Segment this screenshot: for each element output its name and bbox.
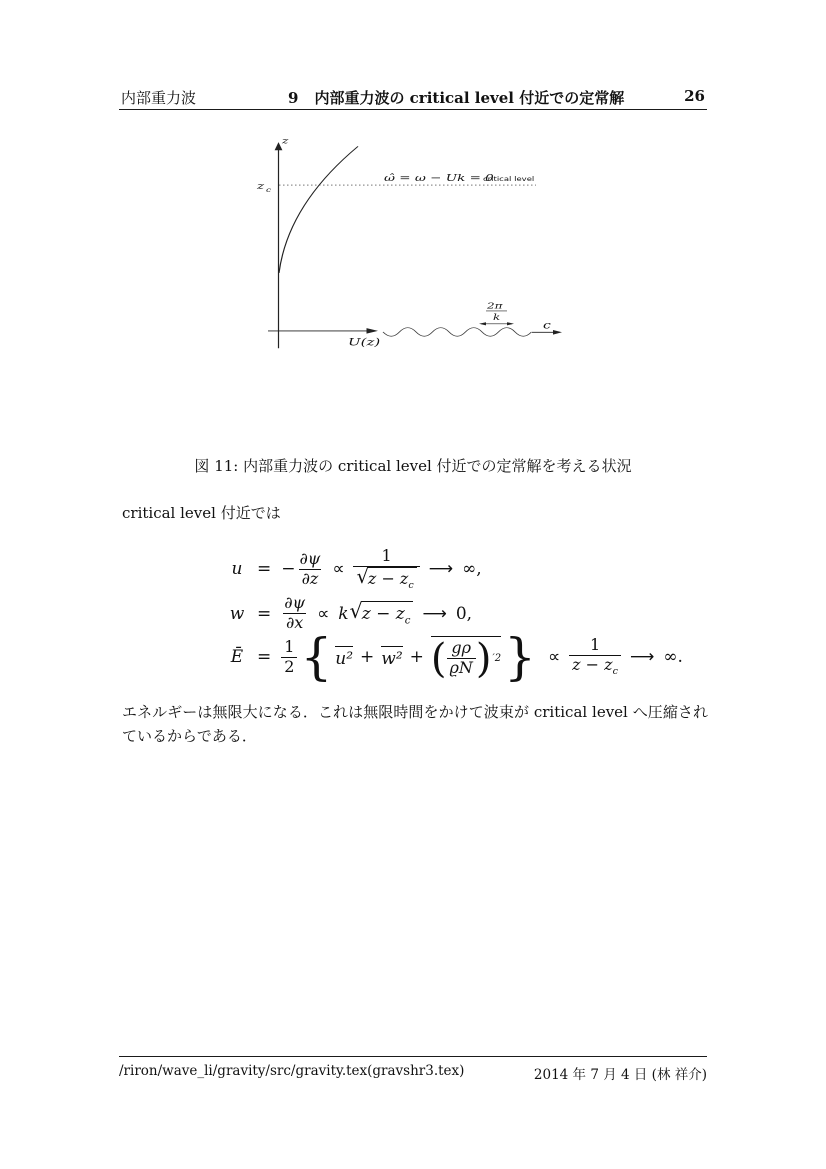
zc-label-subscript: c — [266, 186, 272, 194]
fraction-numerator: 1 — [381, 546, 392, 565]
eq-u-lhs: u — [231, 559, 243, 580]
limit-value: ∞, — [462, 559, 482, 580]
equals-sign: = — [257, 559, 272, 580]
buoyancy-fraction — [447, 639, 476, 678]
section-heading — [288, 87, 624, 108]
figure-caption: 図 11: 内部重力波の critical level 付近での定常解を考える状況 — [194, 457, 632, 475]
one-half-fraction — [281, 638, 297, 677]
fraction-numerator: 1 — [589, 635, 601, 655]
figure-critical-level — [240, 130, 580, 450]
section-number: 9 — [288, 89, 299, 107]
fraction-denominator: 2 — [281, 657, 297, 677]
z-axis-label: z — [282, 136, 289, 146]
wind-profile-curve — [279, 146, 358, 273]
limit-arrow: ⟶ — [422, 603, 447, 624]
wavelength-arrowhead-right-icon — [507, 322, 514, 325]
propto-sign: ∝ — [332, 559, 345, 580]
fraction-numerator: ∂ψ — [284, 593, 306, 613]
fraction-denominator — [569, 655, 621, 678]
page-header — [119, 87, 707, 107]
mean-w-squared: w² — [381, 646, 402, 669]
fraction-numerator: ∂ψ — [299, 548, 321, 568]
equals-sign: = — [257, 647, 272, 667]
phase-speed-arrowhead-icon — [553, 330, 562, 335]
plus-sign: + — [409, 647, 424, 667]
source-file-path: /riron/wave_li/gravity/src/gravity.tex(gravshr3.tex) — [119, 1063, 465, 1079]
fraction-denominator: ∂x — [283, 613, 306, 633]
fraction-denominator — [353, 566, 419, 592]
body-paragraph: エネルギーは無限大になる．これは無限時間をかけて波束が critical level へ圧縮されているからである． — [122, 703, 708, 746]
radicand — [361, 601, 414, 626]
eq-energy-lhs: Ē — [230, 647, 244, 667]
header-rule — [119, 109, 707, 110]
denominator-main: z − z — [572, 655, 613, 675]
equals-sign: = — [257, 603, 272, 624]
zc-label: z — [257, 180, 265, 192]
page-footer — [119, 1063, 707, 1083]
propto-sign: ∝ — [547, 647, 561, 667]
footer-rule — [119, 1056, 707, 1057]
wavelength-numerator: 2π — [487, 301, 503, 311]
derivative-fraction — [297, 550, 324, 589]
plus-sign: + — [360, 647, 375, 667]
equation-u — [227, 547, 683, 591]
critical-level-text-label: critical level — [483, 175, 535, 183]
intro-text: critical level 付近では — [122, 504, 281, 522]
u-axis-label: U(z) — [348, 336, 381, 349]
prime-squared-superscript: ′2 — [492, 653, 502, 664]
sqrt-term — [350, 601, 414, 626]
critical-level-equation: ω̂ = ω − Uk = 0 — [384, 172, 494, 184]
mean-buoyancy-term: ( $\frac{g\rho}{ϱN}$ ) ′2 — [430, 635, 502, 682]
radical-sign: √ — [349, 599, 363, 624]
radicand-main: z − z — [361, 604, 405, 625]
wavelength-denominator: k — [493, 312, 501, 323]
running-head: 内部重力波 — [121, 89, 197, 107]
fraction-numerator: 1 — [284, 636, 295, 656]
fraction-denominator: ϱN — [447, 658, 476, 678]
equation-w — [227, 594, 683, 633]
radicand-main: z − z — [367, 568, 409, 588]
proportional-fraction — [569, 636, 621, 677]
page-number: 26 — [684, 87, 705, 105]
limit-value: 0, — [455, 603, 473, 624]
radicand-subscript: c — [408, 580, 414, 592]
proportional-fraction — [353, 547, 419, 591]
wave-train — [383, 328, 532, 337]
limit-value: ∞. — [663, 647, 683, 667]
phase-speed-label: c — [543, 319, 551, 331]
eq-w-lhs: w — [229, 603, 245, 624]
fraction-numerator: gρ — [451, 638, 472, 658]
radical-sign: √ — [356, 564, 369, 588]
radicand — [367, 567, 417, 592]
section-title: 内部重力波の critical level 付近での定常解 — [314, 89, 625, 107]
radicand-subscript: c — [404, 615, 411, 627]
sqrt-term — [356, 564, 416, 592]
limit-arrow: ⟶ — [428, 559, 454, 580]
propto-sign: ∝ — [317, 603, 330, 624]
fraction-denominator: ∂z — [299, 569, 322, 589]
wavenumber-coefficient: k — [338, 603, 349, 624]
equation-block — [227, 546, 683, 686]
date-author: 2014 年 7 月 4 日 (林 祥介) — [533, 1067, 707, 1083]
wavelength-arrowhead-left-icon — [479, 322, 486, 325]
denominator-subscript: c — [612, 666, 618, 678]
u-axis-arrowhead-icon — [367, 328, 379, 334]
minus-sign: − — [281, 559, 296, 580]
equation-energy: Ē = $\frac{1}{2}$ { u² + w² + ( $\frac{g\rho}{ϱN}$ ) ′2 } ∝ $\frac{1}{z - z_c}$ ⟶ ∞. — [227, 636, 683, 678]
limit-arrow: ⟶ — [629, 647, 655, 667]
mean-u-squared: u² — [335, 646, 353, 669]
